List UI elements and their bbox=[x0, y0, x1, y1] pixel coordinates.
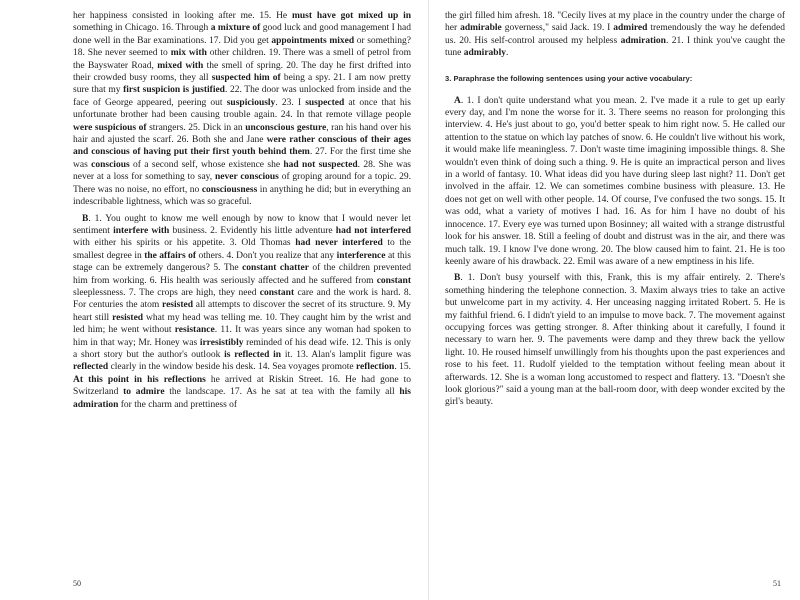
book-gutter bbox=[428, 0, 429, 600]
text-segment: of the children prevented him from working. 6. His health was seriously affected and he suffered from bbox=[73, 263, 411, 286]
text-segment: other children. 19. There was a smell of petrol from the Bayswater Road, bbox=[73, 48, 411, 71]
text-segment: care and the work is hard. 8. For centuries the atom bbox=[73, 287, 411, 311]
text-segment: he arrived at Riskin Street. 16. He had gone to Switzerland bbox=[73, 374, 411, 398]
text-segment: the smell of spring. 20. The day he first drifted into their crowded busy rooms, they all bbox=[73, 60, 411, 84]
bold-vocabulary-text: interfere with bbox=[113, 225, 170, 236]
bold-vocabulary-text: B bbox=[82, 213, 89, 224]
bold-vocabulary-text: first suspicion is justified bbox=[123, 85, 225, 96]
bold-vocabulary-text: to admire bbox=[123, 387, 165, 398]
text-segment: . 1. Don't busy yourself with this, Frank, this is my affair entirely. 2. There's something hindering the telephone connection. 3. Maxim always tries to take an active but unwelcome part in my activity. 4. Her unceasing nagging irritated Robert. 5. He is my faithful friend. 6. I didn't yield to an impulse to move back. 7. The movement against occupying forces was getting stronger. 8. After thinking about it carefully, I found it necessary to warn her. 9. The pavements were damp and they threw back the yellow light. 10. He roused himself unwillingly from his thoughts upon the past experiences and rose to his feet. 11. Rudolf yielded to the temptation without feeling mean about it afterwards. 12. She is a woman long accustomed to respect and flattery. 13. "Doesn't she look glorious?" said a young man at the ball-room door, with deep wonder excited by the girl's beauty. bbox=[445, 273, 785, 408]
bold-vocabulary-text: never conscious bbox=[215, 172, 279, 183]
text-segment: the girl filled him afresh. 18. "Cecily lives at my place in the country under the charge of her bbox=[445, 11, 785, 34]
text-segment: . 22. The door was unlocked from inside and the face of George appeared, peering out bbox=[73, 85, 411, 108]
bold-vocabulary-text: had not suspected bbox=[283, 159, 358, 170]
bold-vocabulary-text: were rather conscious of their ages and conscious of having put their first youth behind them bbox=[73, 135, 411, 158]
text-segment: something in Chicago. 16. Through bbox=[73, 23, 211, 34]
bold-vocabulary-text: is reflected in bbox=[224, 349, 282, 360]
bold-vocabulary-text: appointments mixed bbox=[271, 35, 355, 46]
text-segment: . 27. For the first time she was bbox=[73, 147, 411, 170]
bold-vocabulary-text: conscious bbox=[91, 159, 130, 170]
text-segment: her happiness consisted in looking after me. 15. He bbox=[73, 11, 292, 21]
bold-vocabulary-text: resisted bbox=[162, 300, 194, 311]
text-segment: . 23. I bbox=[275, 97, 306, 108]
bold-vocabulary-text: interference bbox=[336, 250, 386, 261]
bold-vocabulary-text: admired bbox=[613, 23, 648, 34]
bold-vocabulary-text: mixed with bbox=[157, 60, 204, 71]
bold-vocabulary-text: were suspicious of bbox=[73, 122, 147, 133]
bold-vocabulary-text: reflected bbox=[73, 362, 109, 373]
text-segment: , ran his hand over his hair and ajusted the scarf. 26. Both she and Jane bbox=[73, 122, 411, 146]
text-segment: . 28. She was never at a loss for something to say, bbox=[73, 159, 412, 183]
text-segment: it. 13. Alan's lamplit figure was bbox=[281, 349, 412, 360]
exercise-3-part-a bbox=[445, 95, 785, 269]
text-segment: being a spy. 21. I am now pretty sure that my bbox=[73, 73, 412, 96]
text-segment: to the smallest degree in bbox=[73, 238, 411, 261]
text-segment: or something? 18. She never seemed to bbox=[73, 35, 412, 59]
bold-vocabulary-text: suspected him of bbox=[211, 73, 281, 84]
text-segment: strangers. 25. Dick in an bbox=[146, 122, 246, 133]
text-segment: . 15. bbox=[394, 362, 411, 373]
bold-vocabulary-text: suspected bbox=[305, 97, 345, 108]
bold-vocabulary-text: At this point in his reflections bbox=[73, 374, 206, 385]
left-page bbox=[73, 10, 411, 590]
bold-vocabulary-text: constant chatter bbox=[242, 263, 309, 274]
text-segment: in anything he did; but in everything an indescribable lightness, which was so graceful. bbox=[73, 184, 411, 208]
bold-vocabulary-text: A bbox=[454, 95, 461, 106]
right-paragraph-continued bbox=[445, 10, 785, 60]
right-page bbox=[445, 10, 785, 590]
text-segment: tremendously the way he defended us. 20. His self-control aroused my helpless bbox=[445, 23, 785, 46]
bold-vocabulary-text: the affairs of bbox=[144, 250, 197, 261]
text-segment: all attempts to discover the secret of its structure. 9. My heart still bbox=[73, 300, 411, 323]
text-segment: . bbox=[505, 48, 509, 59]
text-segment: others. 4. Don't you realize that any bbox=[196, 250, 337, 261]
text-segment: what my head was telling me. 10. They caught him by the wrist and led him; he went without bbox=[73, 312, 411, 336]
text-segment: with either his spirits or his appetite. 3. Old Thomas bbox=[73, 238, 296, 249]
bold-vocabulary-text: unconscious gesture bbox=[245, 122, 327, 133]
bold-vocabulary-text: constant bbox=[259, 287, 295, 298]
bold-vocabulary-text: suspiciously bbox=[226, 97, 276, 108]
exercise-3-part-b bbox=[445, 272, 785, 408]
text-segment: business. 2. Evidently his little adventure bbox=[169, 225, 336, 236]
text-segment: . 1. I don't quite understand what you mean. 2. I've made it a rule to get up early every day, and I'm none the worse for it. 3. There seems no reason for prolonging this interview. 4. He's just about to go, you'd better speak to him right now. 5. He called our attention to the statue on which lay patches of snow. 6. He couldn't live without his work, it would make life meaningless. 7. Don't waste time imagining impossible things. 8. She wouldn't even think of doing such a thing. 9. He is quite an impractical person and lives in a world of fantasy. 10. What ideas did you have during sleep last night? 11. Don't get involved in the affair. 12. We can sometimes combine business with pleasure. 13. He does not get on well with other people. 14. Of course, I've confused the two songs. 15. It was odd, what a variety of motives I had. 16. As for him I have no doubt of his innocence. 17. Every eye was turned upon Bosinney; all waited with a strange distrustful look for his answer. 18. Still a feeling of doubt and distrust was in the air, and there was much talk. 19. I know I've done wrong. 20. The blow caused him to faint. 21. He is too keenly aware of his drawback. 22. Emil was aware of a new emptiness in his life. bbox=[445, 95, 785, 267]
text-segment: at this stage can be extremely dangerous? 5. The bbox=[73, 250, 411, 274]
text-segment: of a second self, whose existence she bbox=[129, 159, 284, 170]
bold-vocabulary-text: admirable bbox=[460, 23, 502, 34]
text-segment: governess," said Jack. 19. I bbox=[501, 23, 614, 34]
text-segment: clearly in the window beside his desk. 14. Sea voyages promote bbox=[108, 362, 356, 373]
bold-vocabulary-text: had not interfered bbox=[335, 225, 411, 236]
text-segment: . 11. It was years since any woman had spoken to him in that way; Mr. Honey was bbox=[73, 325, 411, 348]
text-segment: sleeplessness. 7. The crops are high, they need bbox=[73, 287, 260, 298]
bold-vocabulary-text: had never interfered bbox=[295, 238, 383, 249]
bold-vocabulary-text: mix with bbox=[170, 48, 207, 59]
text-segment: good luck and good management I had done well in the Bar examinations. 17. Did you get bbox=[73, 23, 411, 46]
text-segment: for the charm and prettiness of bbox=[118, 399, 238, 410]
bold-vocabulary-text: admirably bbox=[463, 48, 506, 59]
bold-vocabulary-text: B bbox=[454, 273, 461, 284]
bold-vocabulary-text: a mixture of bbox=[210, 23, 261, 34]
bold-vocabulary-text: must have got mixed up in bbox=[291, 11, 411, 21]
text-segment: . 1. You ought to know me well enough by now to know that I would never let sentiment bbox=[73, 213, 411, 236]
exercise-3-heading: 3. Paraphrase the following sentences using your active vocabulary: bbox=[445, 73, 693, 83]
bold-vocabulary-text: constant bbox=[376, 275, 411, 286]
left-exercise-part-b bbox=[73, 213, 411, 412]
bold-vocabulary-text: his admiration bbox=[73, 387, 411, 410]
text-segment: of groping around for a topic. 29. There was no noise, no effort, no bbox=[73, 172, 412, 195]
text-segment: at once that his unfortunate brother had been causing trouble again. 24. In that remote village people bbox=[73, 97, 412, 121]
bold-vocabulary-text: resisted bbox=[112, 312, 144, 323]
bold-vocabulary-text: admiration bbox=[620, 35, 666, 46]
bold-vocabulary-text: reflection bbox=[356, 362, 395, 373]
text-segment: reminded of his dead wife. 12. This is only a short story but the author's outlook bbox=[73, 337, 411, 360]
bold-vocabulary-text: irresistibly bbox=[199, 337, 244, 348]
bold-vocabulary-text: resistance bbox=[174, 325, 215, 336]
text-segment: . 21. I think you've caught the tune bbox=[445, 35, 785, 59]
left-page-number: 50 bbox=[73, 579, 81, 588]
right-page-number: 51 bbox=[773, 579, 781, 588]
bold-vocabulary-text: consciousness bbox=[201, 184, 258, 195]
text-segment: the landscape. 17. As he sat at tea with the family all bbox=[164, 387, 400, 398]
left-paragraph-continued bbox=[73, 10, 411, 209]
